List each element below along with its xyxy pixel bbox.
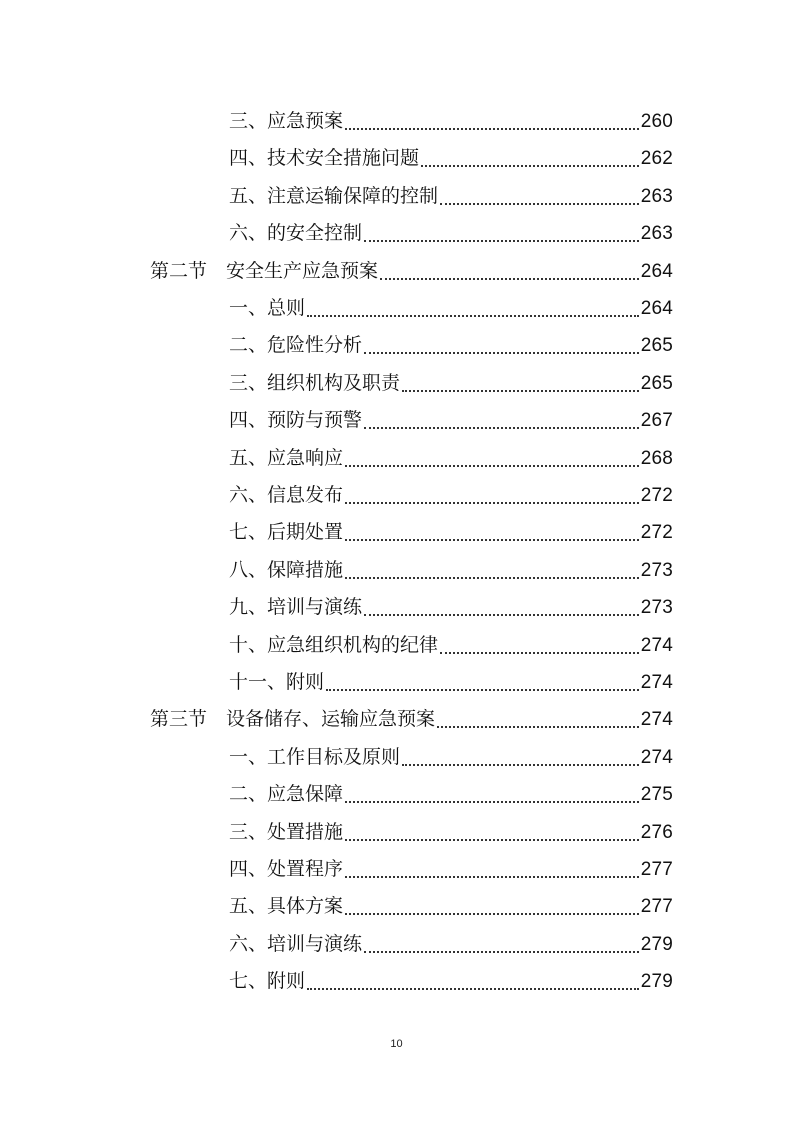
toc-entry-title: 一、总则 xyxy=(229,297,306,319)
toc-entry-title: 四、技术安全措施问题 xyxy=(229,147,420,170)
toc-page-number: 263 xyxy=(640,185,673,207)
toc-entry-label xyxy=(229,664,324,700)
toc-page-number: 265 xyxy=(640,335,673,357)
toc-page-number: 274 xyxy=(640,709,673,731)
toc-entry[interactable] xyxy=(229,327,673,363)
toc-entry[interactable] xyxy=(229,178,673,214)
toc-entry-title: 八、保障措施 xyxy=(229,558,344,581)
toc-entry[interactable] xyxy=(229,851,673,887)
toc-entry-title: 十、应急组织机构的纪律 xyxy=(229,633,439,656)
toc-page-number: 262 xyxy=(640,148,673,170)
toc-entry-label xyxy=(229,851,343,887)
toc-entry-label xyxy=(229,776,343,812)
toc-entry-label xyxy=(229,814,343,850)
dot-leader xyxy=(440,203,639,205)
toc-entry-title: 五、注意运输保障的控制 xyxy=(229,184,439,207)
toc-page-number: 273 xyxy=(640,597,673,619)
dot-leader xyxy=(364,352,639,354)
toc-entry-title: 四、处置程序 xyxy=(229,858,344,880)
toc-entry[interactable] xyxy=(229,589,673,625)
toc-entry-title: 五、具体方案 xyxy=(229,895,344,918)
toc-entry[interactable] xyxy=(229,215,673,251)
toc-entry-title: 六、培训与演练 xyxy=(229,932,363,955)
toc-page-number: 264 xyxy=(640,298,673,319)
dot-leader xyxy=(345,465,639,467)
dot-leader xyxy=(345,539,639,541)
toc-entry-title: 二、应急保障 xyxy=(229,783,344,806)
toc-entry[interactable] xyxy=(229,402,673,438)
toc-entry-label xyxy=(229,103,343,139)
dot-leader xyxy=(364,240,639,242)
toc-page-number: 279 xyxy=(640,971,673,993)
dot-leader xyxy=(345,876,639,878)
toc-entry[interactable] xyxy=(229,140,673,176)
toc-entry[interactable] xyxy=(229,814,673,850)
toc-entry-label xyxy=(229,365,400,401)
toc-entry-title: 设备储存、运输应急预案 xyxy=(226,708,436,731)
toc-section-number: 第三节 xyxy=(150,708,208,731)
toc-page-number: 273 xyxy=(640,559,673,581)
toc-entry-title: 七、后期处置 xyxy=(229,521,344,544)
toc-entry[interactable] xyxy=(229,514,673,550)
toc-entry-title: 二、危险性分析 xyxy=(229,334,363,357)
dot-leader xyxy=(345,502,639,504)
toc-entry-label xyxy=(229,589,362,625)
toc-page-number: 277 xyxy=(640,859,673,880)
toc-entry-title: 九、培训与演练 xyxy=(229,596,363,619)
toc-entry[interactable] xyxy=(229,739,673,775)
toc-entry-label xyxy=(229,888,343,924)
dot-leader xyxy=(380,278,639,280)
toc-section-number: 第二节 xyxy=(150,259,208,282)
toc-entry[interactable] xyxy=(229,776,673,812)
dot-leader xyxy=(421,165,639,167)
toc-entry-label xyxy=(229,140,419,176)
toc-page-number: 272 xyxy=(640,522,673,544)
toc-entry-title: 三、处置措施 xyxy=(229,820,344,843)
toc-entry-label xyxy=(229,477,343,513)
toc-page-number: 279 xyxy=(640,933,673,955)
dot-leader xyxy=(345,839,639,841)
toc-entry-label xyxy=(150,701,435,737)
toc-entry-title: 三、组织机构及职责 xyxy=(229,371,401,394)
dot-leader xyxy=(440,652,639,654)
toc-entry-label xyxy=(229,739,400,775)
dot-leader xyxy=(307,988,639,990)
toc-entry-label xyxy=(229,926,362,962)
dot-leader xyxy=(402,764,639,766)
dot-leader xyxy=(364,614,639,616)
toc-page-number: 265 xyxy=(640,372,673,394)
toc-entry-label xyxy=(150,253,378,289)
toc-entry-label xyxy=(229,963,305,999)
toc-entry[interactable] xyxy=(229,365,673,401)
toc-entry-label xyxy=(229,327,362,363)
toc-page-number: 274 xyxy=(640,746,673,768)
toc-entry-title: 安全生产应急预案 xyxy=(226,259,379,282)
toc-entry-title: 七、附则 xyxy=(229,970,306,993)
toc-entry-title: 六、信息发布 xyxy=(229,484,344,506)
toc-entry[interactable] xyxy=(229,926,673,962)
toc-entry[interactable] xyxy=(229,664,673,700)
toc-entry-label xyxy=(229,514,343,550)
dot-leader xyxy=(437,726,639,728)
toc-entry-label xyxy=(229,215,362,251)
toc-entry-title: 一、工作目标及原则 xyxy=(229,745,401,768)
dot-leader xyxy=(345,801,639,803)
toc-page-number: 267 xyxy=(640,410,673,432)
toc-entry[interactable] xyxy=(229,888,673,924)
toc-entry[interactable] xyxy=(229,963,673,999)
toc-entry[interactable] xyxy=(229,103,673,139)
toc-entry[interactable] xyxy=(229,440,673,476)
toc-page-number: 274 xyxy=(640,634,673,656)
toc-entry-title: 五、应急响应 xyxy=(229,446,344,469)
toc-page-number: 264 xyxy=(640,260,673,282)
toc-section-entry[interactable] xyxy=(150,701,673,737)
dot-leader xyxy=(345,128,639,130)
toc-entry[interactable] xyxy=(229,477,673,513)
toc-entry-label xyxy=(229,440,343,476)
dot-leader xyxy=(402,390,639,392)
toc-entry-label xyxy=(229,552,343,588)
toc-entry-title: 四、预防与预警 xyxy=(229,409,363,432)
dot-leader xyxy=(326,689,639,691)
toc-page-number: 277 xyxy=(640,896,673,918)
toc-entry-title: 六、的安全控制 xyxy=(229,222,363,245)
dot-leader xyxy=(364,427,639,429)
toc-entry-title: 十一、附则 xyxy=(229,671,325,693)
toc-entry-label xyxy=(229,627,438,663)
toc-entry[interactable] xyxy=(229,627,673,663)
toc-section-entry[interactable] xyxy=(150,253,673,289)
toc-entry-label xyxy=(229,290,305,326)
toc-entry[interactable] xyxy=(229,552,673,588)
dot-leader xyxy=(345,913,639,915)
toc-entry-title: 三、应急预案 xyxy=(229,110,344,132)
toc-page-number: 275 xyxy=(640,784,673,806)
dot-leader xyxy=(307,315,639,317)
toc-page-number: 263 xyxy=(640,223,673,245)
dot-leader xyxy=(364,951,639,953)
toc-page-number: 260 xyxy=(640,111,673,132)
toc-page-number: 272 xyxy=(640,485,673,506)
toc-entry-label xyxy=(229,402,362,438)
toc-entry[interactable] xyxy=(229,290,673,326)
page-number-footer: 10 xyxy=(390,1038,403,1050)
toc-page-number: 274 xyxy=(640,672,673,693)
dot-leader xyxy=(345,577,639,579)
toc-entry-label xyxy=(229,178,438,214)
toc-page-number: 268 xyxy=(640,447,673,469)
toc-page-number: 276 xyxy=(640,821,673,843)
